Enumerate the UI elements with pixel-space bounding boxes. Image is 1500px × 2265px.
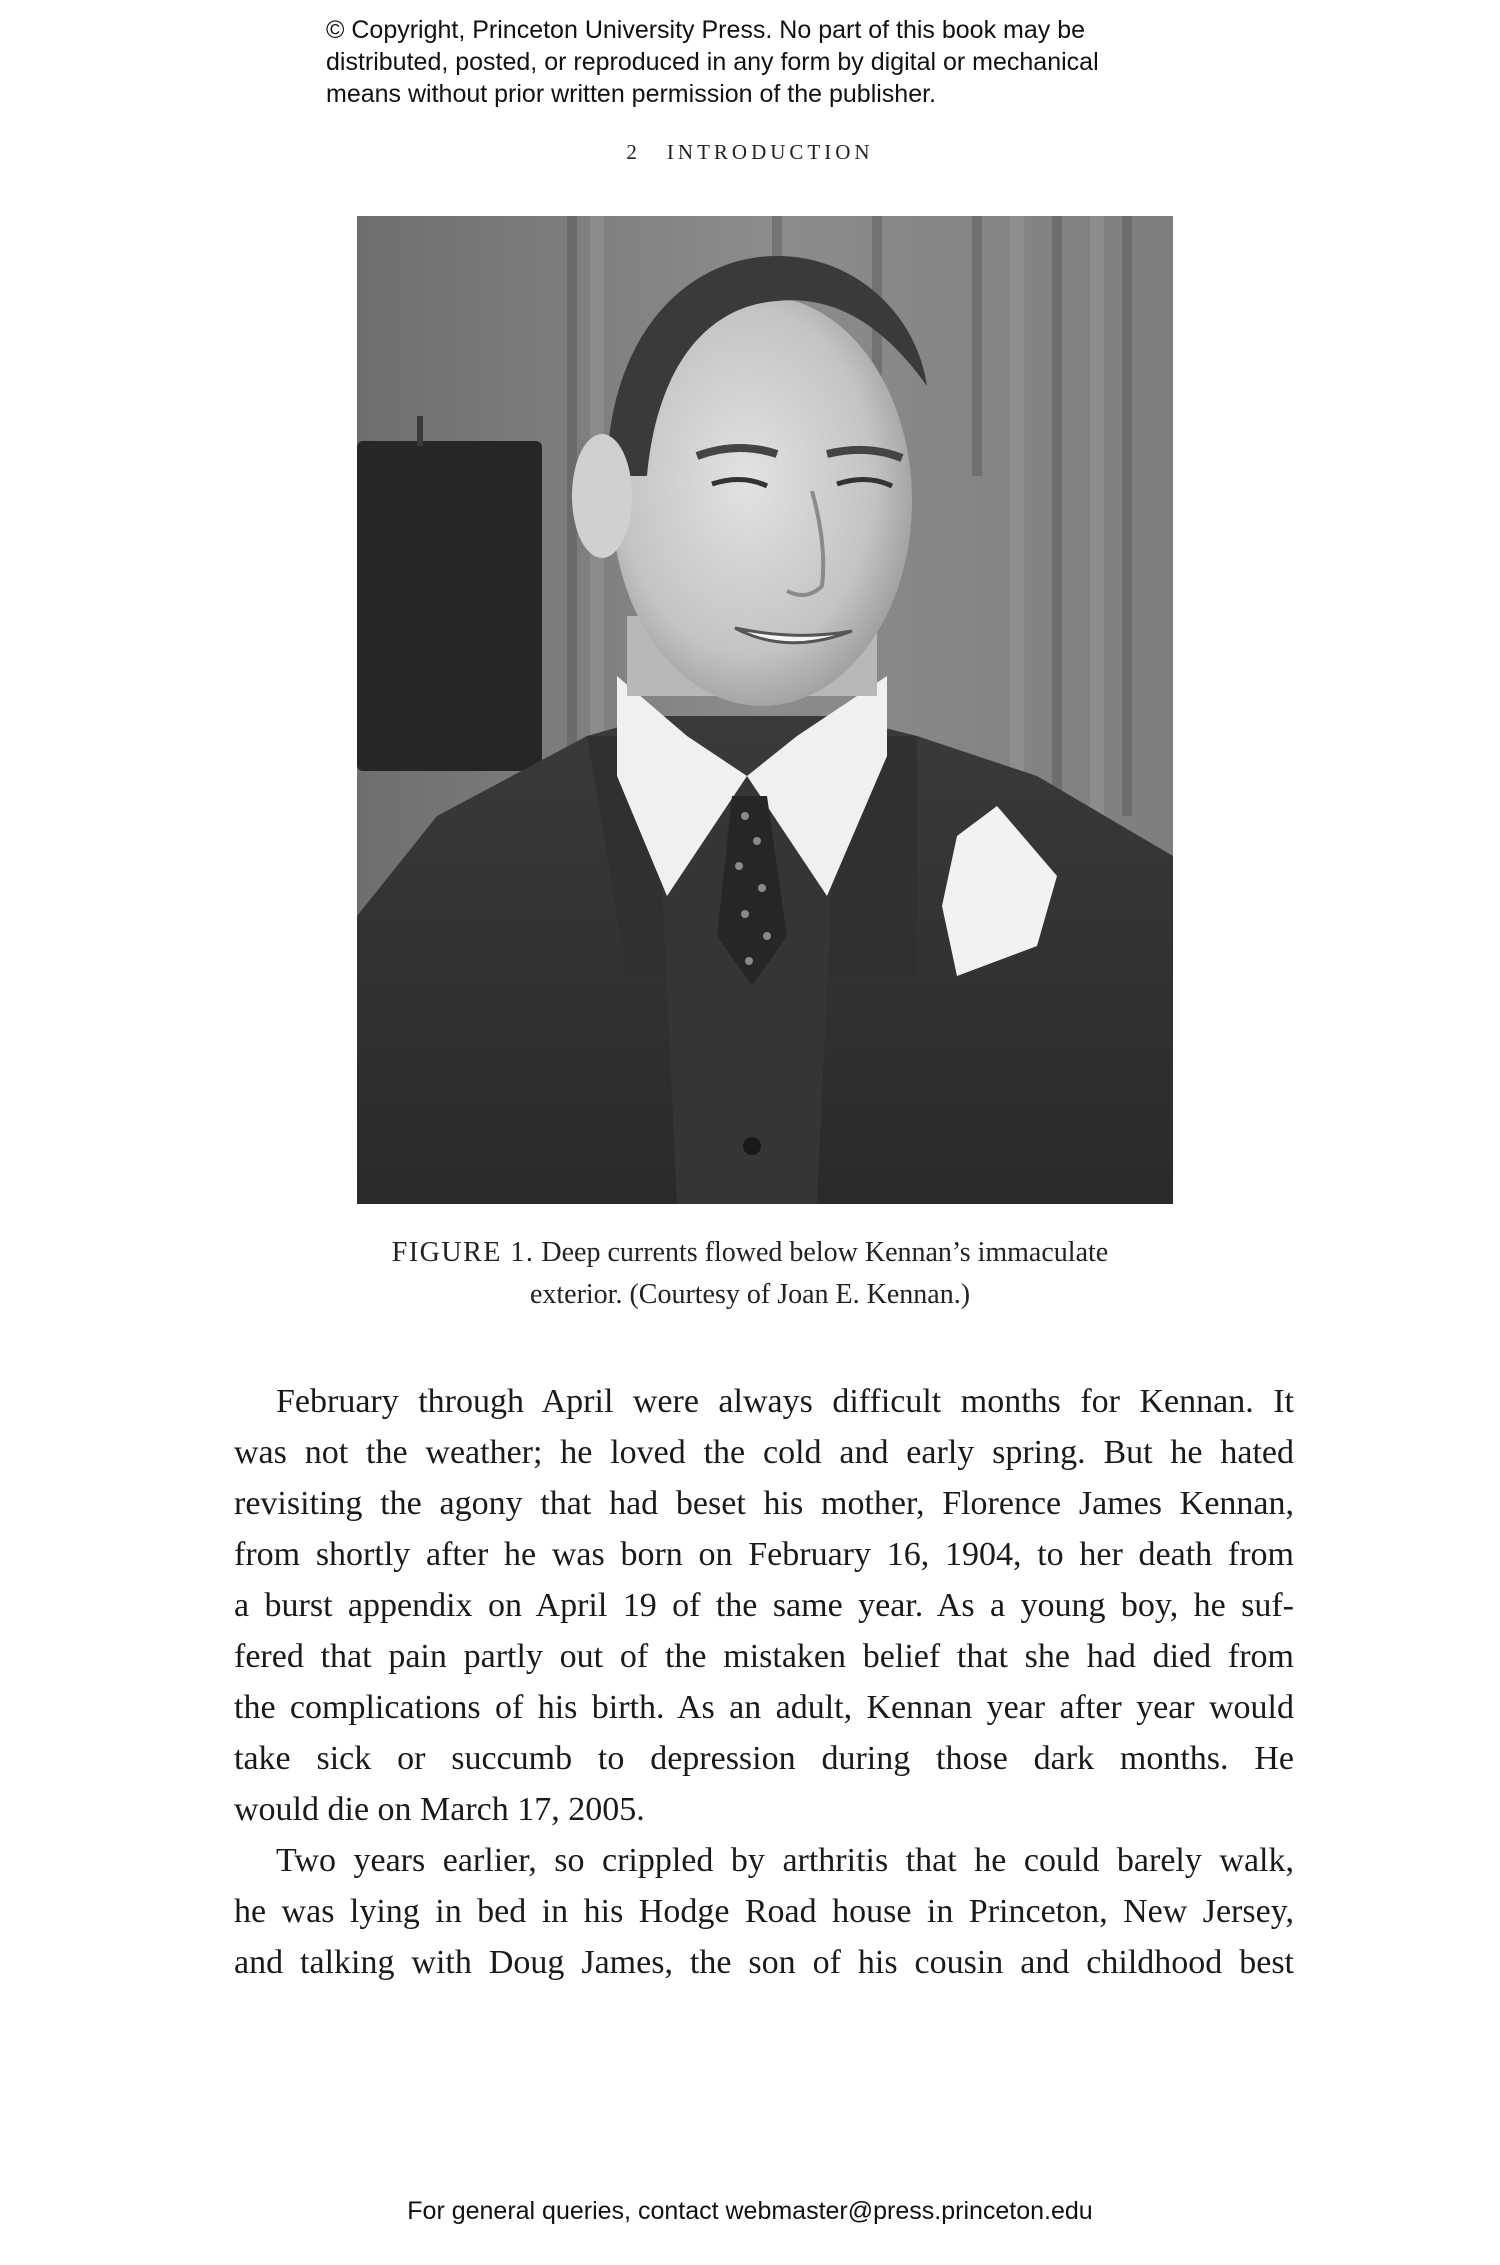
copyright-line: distributed, posted, or reproduced in any form by digital or mechanical [326, 48, 1099, 76]
copyright-notice [326, 14, 1226, 110]
text-line: he was lying in bed in his Hodge Road house in Princeton, New Jersey, [234, 1893, 1294, 1930]
figure-photo [357, 216, 1173, 1204]
caption-text-line2: exterior. (Courtesy of Joan E. Kennan.) [529, 1279, 971, 1310]
text-line: take sick or succumb to depression during those dark months. He [234, 1740, 1294, 1777]
text-line: the complications of his birth. As an adult, Kennan year after year would [234, 1689, 1294, 1726]
footer-contact: For general queries, contact webmaster@press.princeton.edu [407, 2197, 1093, 2225]
copyright-line: © Copyright, Princeton University Press. No part of this book may be [326, 16, 1086, 44]
text-line: Two years earlier, so crippled by arthritis that he could barely walk, [276, 1842, 1294, 1879]
paragraph [234, 1376, 1294, 1835]
figure-label: FIGURE 1. [391, 1237, 535, 1268]
paragraph [234, 1835, 1294, 1988]
text-line: from shortly after he was born on February 16, 1904, to her death from [234, 1536, 1294, 1573]
text-line: would die on March 17, 2005. [234, 1791, 645, 1828]
text-line: February through April were always difficult months for Kennan. It [276, 1383, 1294, 1420]
caption-text-line1: Deep currents flowed below Kennan’s immaculate [541, 1237, 1109, 1268]
text-line: a burst appendix on April 19 of the same year. As a young boy, he suf- [234, 1587, 1294, 1624]
text-line: fered that pain partly out of the mistaken belief that she had died from [234, 1638, 1294, 1675]
running-head [0, 140, 1500, 165]
text-line: and talking with Doug James, the son of his cousin and childhood best [234, 1944, 1294, 1981]
page-number: 2 [626, 140, 641, 164]
text-line: was not the weather; he loved the cold and early spring. But he hated [234, 1434, 1294, 1471]
portrait-image [357, 216, 1173, 1204]
copyright-line: means without prior written permission of the publisher. [326, 80, 937, 108]
text-line: revisiting the agony that had beset his mother, Florence James Kennan, [234, 1485, 1294, 1522]
body-text [234, 1376, 1294, 1988]
figure-caption [0, 1232, 1500, 1316]
section-title: INTRODUCTION [666, 140, 874, 164]
